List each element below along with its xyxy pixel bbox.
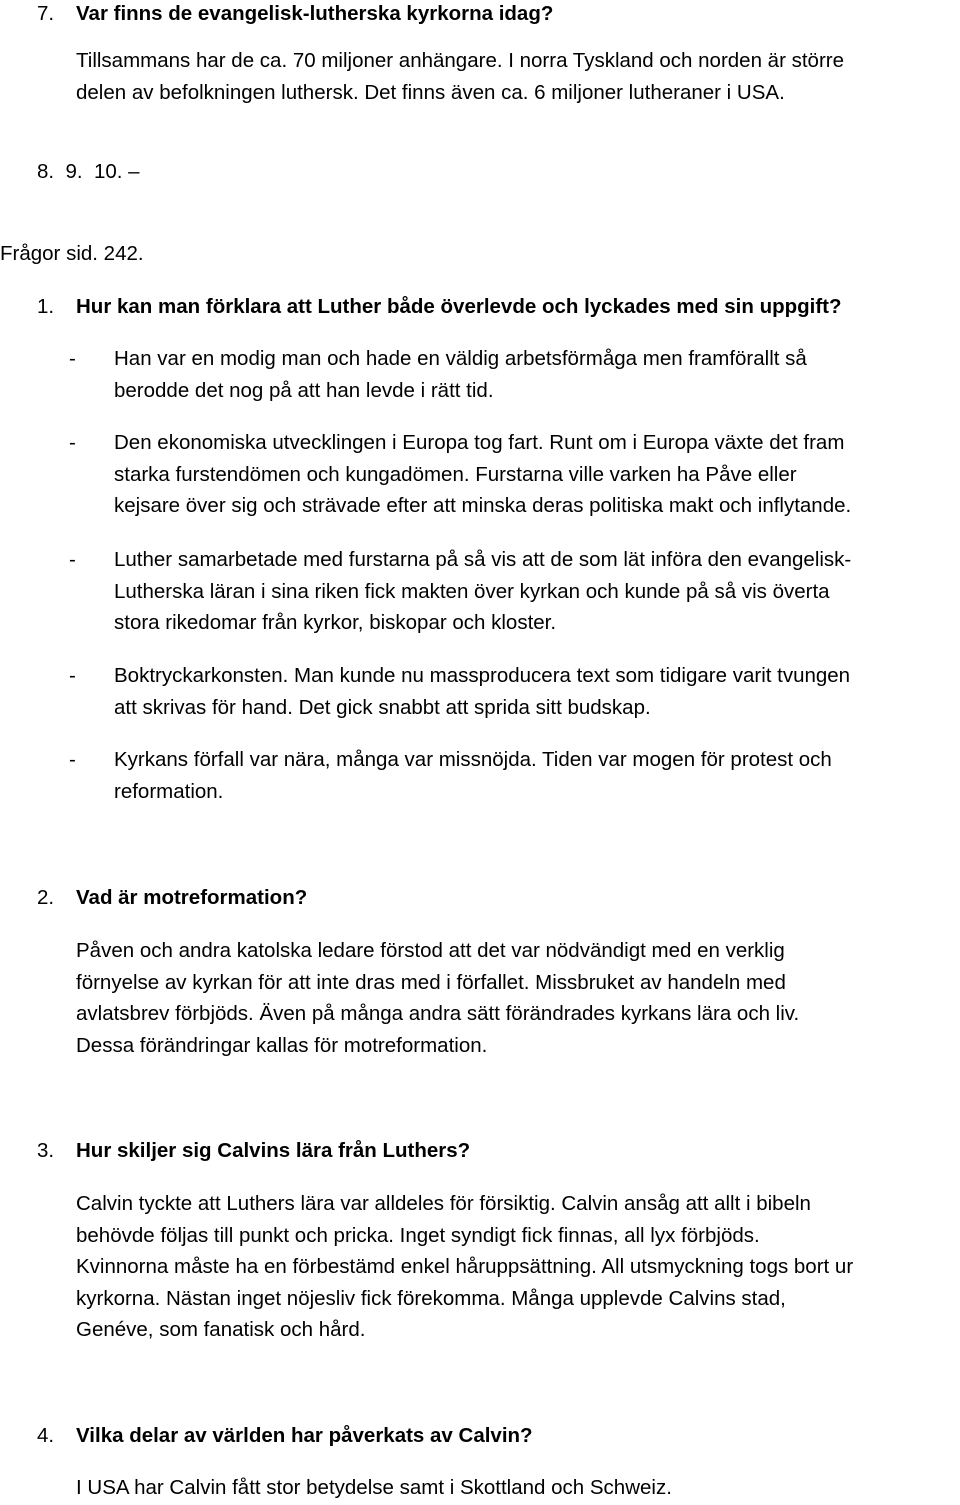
question-3-title: Hur skiljer sig Calvins lära från Luthers? bbox=[76, 1139, 471, 1162]
answer-line: delen av befolkningen luthersk. Det finns även ca. 6 miljoner lutheraner i USA. bbox=[76, 80, 785, 104]
answer-line: Genéve, som fanatisk och hård. bbox=[76, 1318, 366, 1341]
bullet-dash: - bbox=[69, 548, 76, 571]
answer-line: Dessa förändringar kallas för motreformation. bbox=[76, 1033, 488, 1057]
question-1-title: Hur kan man förklara att Luther både överlevde och lyckades med sin uppgift? bbox=[76, 295, 842, 318]
question-2-number: 2. bbox=[37, 886, 55, 909]
questions-reference: Frågor sid. 242. bbox=[0, 242, 144, 265]
answer-line: Påven och andra katolska ledare förstod att det var nödvändigt med en verklig bbox=[76, 939, 785, 962]
answer-line: Kvinnorna måste ha en förbestämd enkel håruppsättning. All utsmyckning togs bort ur bbox=[76, 1255, 854, 1278]
bullet-text: Han var en modig man och hade en väldig arbetsförmåga men framförallt så berodde det nog på att han levde i rätt tid. bbox=[114, 347, 807, 402]
bullet-dash: - bbox=[69, 664, 76, 687]
question-3-answer bbox=[76, 1188, 956, 1346]
answer-line: förnyelse av kyrkan för att inte dras med i förfallet. Missbruket av handeln med bbox=[76, 970, 786, 994]
question-7-number: 7. bbox=[37, 2, 55, 25]
answer-line: Calvin tyckte att Luthers lära var alldeles för försiktig. Calvin ansåg att allt i bibeln bbox=[76, 1192, 811, 1215]
section-reference: 8. 9. 10. – bbox=[37, 160, 140, 183]
question-4-number: 4. bbox=[37, 1424, 55, 1447]
bullet-dash: - bbox=[69, 748, 76, 771]
answer-line: I USA har Calvin fått stor betydelse samt i Skottland och Schweiz. bbox=[76, 1476, 672, 1499]
question-4-title: Vilka delar av världen har påverkats av Calvin? bbox=[76, 1424, 533, 1447]
question-2-title: Vad är motreformation? bbox=[76, 886, 308, 909]
answer-line: kyrkorna. Nästan inget nöjesliv fick förekomma. Många upplevde Calvins stad, bbox=[76, 1286, 786, 1310]
question-7-title: Var finns de evangelisk-lutherska kyrkorna idag? bbox=[76, 2, 554, 25]
answer-line: behövde följas till punkt och pricka. Inget syndigt fick finnas, all lyx förbjöds. bbox=[76, 1223, 760, 1247]
question-2-answer bbox=[76, 935, 956, 1061]
bullet-dash: - bbox=[69, 431, 76, 454]
answer-line: avlatsbrev förbjöds. Även på många andra sätt förändrades kyrkans lära och liv. bbox=[76, 1002, 800, 1025]
question-1-number: 1. bbox=[37, 295, 55, 318]
question-4-answer bbox=[76, 1472, 956, 1504]
bullet-text: Kyrkans förfall var nära, många var missnöjda. Tiden var mogen för protest och reformation. bbox=[114, 748, 832, 803]
bullet-text: Den ekonomiska utvecklingen i Europa tog fart. Runt om i Europa växte det fram starka furstendömen och kungadömen. Furstarna ville varken ha Påve eller kejsare över sig och strävade efter att minska deras politiska makt och inflytande. bbox=[114, 431, 852, 517]
question-3-number: 3. bbox=[37, 1139, 55, 1162]
bullet-dash: - bbox=[69, 347, 76, 370]
bullet-text: Luther samarbetade med furstarna på så vis att de som lät införa den evangelisk- Lutherska läran i sina riken fick makten över kyrkan och kunde på så vis överta stora rikedomar från kyrkor, biskopar och kloster. bbox=[114, 548, 852, 634]
answer-line: Tillsammans har de ca. 70 miljoner anhängare. I norra Tyskland och norden är större bbox=[76, 49, 844, 72]
question-7-answer bbox=[76, 45, 956, 108]
bullet-text: Boktryckarkonsten. Man kunde nu massproducera text som tidigare varit tvungen att skrivas för hand. Det gick snabbt att sprida sitt budskap. bbox=[114, 664, 851, 719]
